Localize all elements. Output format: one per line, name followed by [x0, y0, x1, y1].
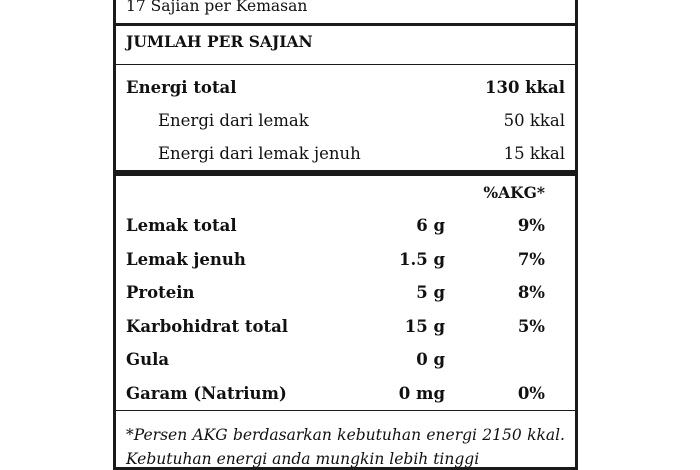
nutrient-amount: 0 g: [416, 350, 445, 370]
nutrient-akg: 0%: [517, 383, 545, 403]
energy-fat-row: [126, 104, 565, 137]
nutrient-amount: 1.5 g: [399, 249, 445, 269]
nutrient-name: Karbohidrat total: [126, 316, 289, 336]
energy-saturated-fat-row: [126, 137, 565, 170]
nutrient-akg: 8%: [517, 283, 545, 303]
nutrient-amount: 5 g: [416, 283, 445, 303]
energy-section: [116, 26, 575, 176]
nutrient-row: [126, 310, 565, 344]
nutrient-row: [126, 243, 565, 277]
amount-per-serving-heading: JUMLAH PER SAJIAN: [126, 32, 313, 51]
energy-saturated-fat-label: Energi dari lemak jenuh: [158, 144, 361, 163]
divider: [116, 64, 575, 65]
akg-footnote: *Persen AKG berdasarkan kebutuhan energi 2150 kkal. Kebutuhan energi anda mungkin lebih tinggi: [126, 426, 565, 468]
nutrient-row: [126, 343, 565, 377]
nutrient-table: [116, 176, 575, 411]
nutrient-name: Lemak total: [126, 216, 237, 236]
nutrient-row: [126, 377, 565, 411]
energy-total-value: 130 kkal: [484, 78, 565, 97]
energy-saturated-fat-value: 15 kkal: [503, 144, 565, 163]
nutrient-amount: 15 g: [404, 316, 445, 336]
nutrient-name: Garam (Natrium): [126, 383, 287, 403]
nutrient-name: Protein: [126, 283, 195, 303]
nutrient-name: Lemak jenuh: [126, 249, 246, 269]
energy-total-row: [126, 71, 565, 104]
energy-fat-label: Energi dari lemak: [158, 111, 309, 130]
nutrient-amount: 6 g: [416, 216, 445, 236]
energy-total-label: Energi total: [126, 78, 237, 97]
akg-column-header: %AKG*: [483, 183, 545, 202]
nutrient-akg: 7%: [517, 249, 545, 269]
nutrient-akg: 5%: [517, 316, 545, 336]
nutrient-row: [126, 276, 565, 310]
nutrient-amount: 0 mg: [398, 383, 445, 403]
nutrition-facts-label: [113, 0, 578, 470]
servings-per-container: 17 Sajian per Kemasan: [116, 0, 575, 26]
energy-fat-value: 50 kkal: [503, 111, 565, 130]
akg-header-row: [126, 176, 565, 209]
nutrient-name: Gula: [126, 350, 170, 370]
nutrient-akg: 9%: [517, 216, 545, 236]
nutrient-row: [126, 209, 565, 243]
